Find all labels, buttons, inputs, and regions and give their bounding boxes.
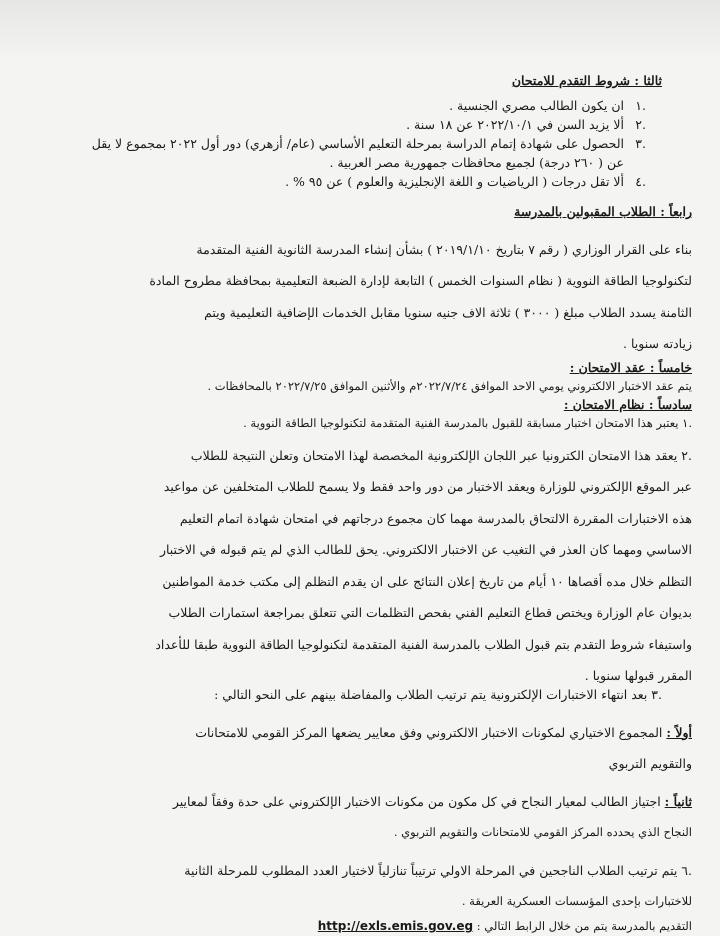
- section4-title: رابعاً : الطلاب المقبولين بالمدرسة: [514, 204, 692, 219]
- section6-line-4: هذه الاختبارات المقررة الالتحاق بالمدرسة مهما كان مجموع درجاتهم في امتحان شهادة اتمام التعليم: [179, 510, 692, 526]
- section3-item-3: .٣ الحصول على شهادة إتمام الدراسة بمرحلة التعليم الأساسي (عام/ أزهري) دور أول ٢٠٢٢ بمجموع لا يقل: [91, 136, 646, 151]
- section4-line-4: زيادته سنويا .: [623, 336, 692, 351]
- section6-line-7: بديوان عام الوزارة ويختص قطاع التعليم الفني بفحص التظلمات التي تتعلق بمراجعة استمارات الطلاب: [168, 605, 692, 620]
- footer-line: [18, 917, 692, 936]
- section3-item-2: .٢ ألا يزيد السن في ٢٠٢٢/١٠/١ عن ١٨ سنة .: [406, 117, 646, 132]
- section4-line-2: لتكنولوجيا الطاقة النووية ( نظام السنوات الخمس ) التابعة لإدارة الضبعة التعليمية بمحافظة مطروح المادة: [149, 273, 692, 288]
- scan-shadow: [0, 0, 720, 60]
- rank-second-text: اجتياز الطالب لمعيار النجاح في كل مكون من مكونات الاختبار الإلكتروني على حدة وفقاً لمعايير: [172, 793, 661, 809]
- rank-six-line-1: .٦ يتم ترتيب الطلاب الناجحين في المرحلة الاولي ترتيباً تنازلياً لاختيار العدد المطلوب للمرحلة الثانية: [184, 862, 692, 878]
- rank-first-line-1: [18, 723, 692, 742]
- section6-line-1: .١ يعتبر هذا الامتحان اختبار مسابقة للقبول بالمدرسة الفنية المتقدمة لتكنولوجيا الطاقة النووية .: [243, 416, 692, 430]
- section6-line-8: واستيفاء شروط التقدم بتم قبول الطلاب بالمدرسة الفنية المتقدمة لتكنولوجيا الطاقة النووية طبقا للأعداد: [155, 636, 692, 652]
- section6-line-9: المقرر قبولها سنويا .: [584, 668, 692, 683]
- section5-line: يتم عقد الاختبار الالكتروني يومي الاحد الموافق ٢٠٢٢/٧/٢٤م والأثنين الموافق ٢٠٢٢/٧/٢٥ بالمحافظات .: [207, 379, 692, 393]
- section4-line-3: الثامنة يسدد الطلاب مبلغ ( ٣٠٠٠ ) ثلاثة الاف جنيه سنويا مقابل الخدمات الإضافية التعليمية ويتم: [204, 304, 692, 320]
- section5-title: خامساً : عقد الامتحان :: [569, 360, 692, 375]
- rank-first-line-2: والتقويم التربوي: [608, 756, 692, 771]
- section6-line-6: التظلم خلال مده أقصاها ١٠ أيام من تاريخ إعلان النتائج على ان يقدم التظلم إلى مكتب خدمة المواطنين: [162, 573, 692, 589]
- rank-first-text: المجموع الاختياري لمكونات الاختبار الالكتروني وفق معايير يضعها المركز القومي للامتحانات: [195, 724, 663, 740]
- registration-link[interactable]: http://exls.emis.gov.eg: [317, 919, 474, 933]
- section3-item-1: .١ ان يكون الطالب مصري الجنسية .: [449, 98, 646, 113]
- section6-title: سادساً : نظام الامتحان :: [563, 397, 692, 412]
- section3-item-4: .٤ ألا تقل درجات ( الرياضيات و اللغة الإنجليزية والعلوم ) عن ٩٥ % .: [285, 174, 646, 189]
- rank-first-label: أولاً :: [666, 724, 692, 740]
- rank-second-line-1: [18, 792, 692, 811]
- rank-second-label: ثانياً :: [664, 793, 692, 809]
- rank-second-line-2: النجاح الذي يحدده المركز القومي للامتحانات والتقويم التربوي .: [393, 825, 692, 839]
- section3-title: ثالثا : شروط التقدم للامتحان: [511, 73, 662, 88]
- section6-line-3: عبر الموقع الإلكتروني للوزارة ويعقد الاختبار من دور واحد فقط ولا يسمح للطلاب المتخلفين عن مواعيد: [163, 479, 692, 494]
- section6-line-2: .٢ يعقد هذا الامتحان الكترونيا عبر اللجان الإلكترونية المخصصة لهذا الامتحان وتعلن النتيجة للطلاب: [190, 447, 692, 463]
- footer-text: التقديم بالمدرسة يتم من خلال الرابط التالي :: [476, 919, 692, 933]
- section6-line-5: الاساسي ومهما كان العذر في التغيب عن الاختبار الالكتروني. يحق للطالب الذي لم يتم قبوله في الاختبار: [159, 542, 692, 557]
- section4-line-1: بناء على القرار الوزاري ( رقم ٧ بتاريخ ٢٠١٩/١/١٠ ) بشأن إنشاء المدرسة الثانوية الفنية المتقدمة: [196, 241, 692, 257]
- section6-line-10: .٣ بعد انتهاء الاختبارات الإلكترونية يتم ترتيب الطلاب والمفاضلة بينهم على النحو التالي :: [214, 687, 662, 702]
- section3-item-3-cont: عن ( ٢٦٠ درجة) لجميع محافظات جمهورية مصر العربية .: [329, 155, 624, 170]
- rank-six-line-2: للاختبارات بإحدى المؤسسات العسكرية العريقة .: [461, 894, 692, 908]
